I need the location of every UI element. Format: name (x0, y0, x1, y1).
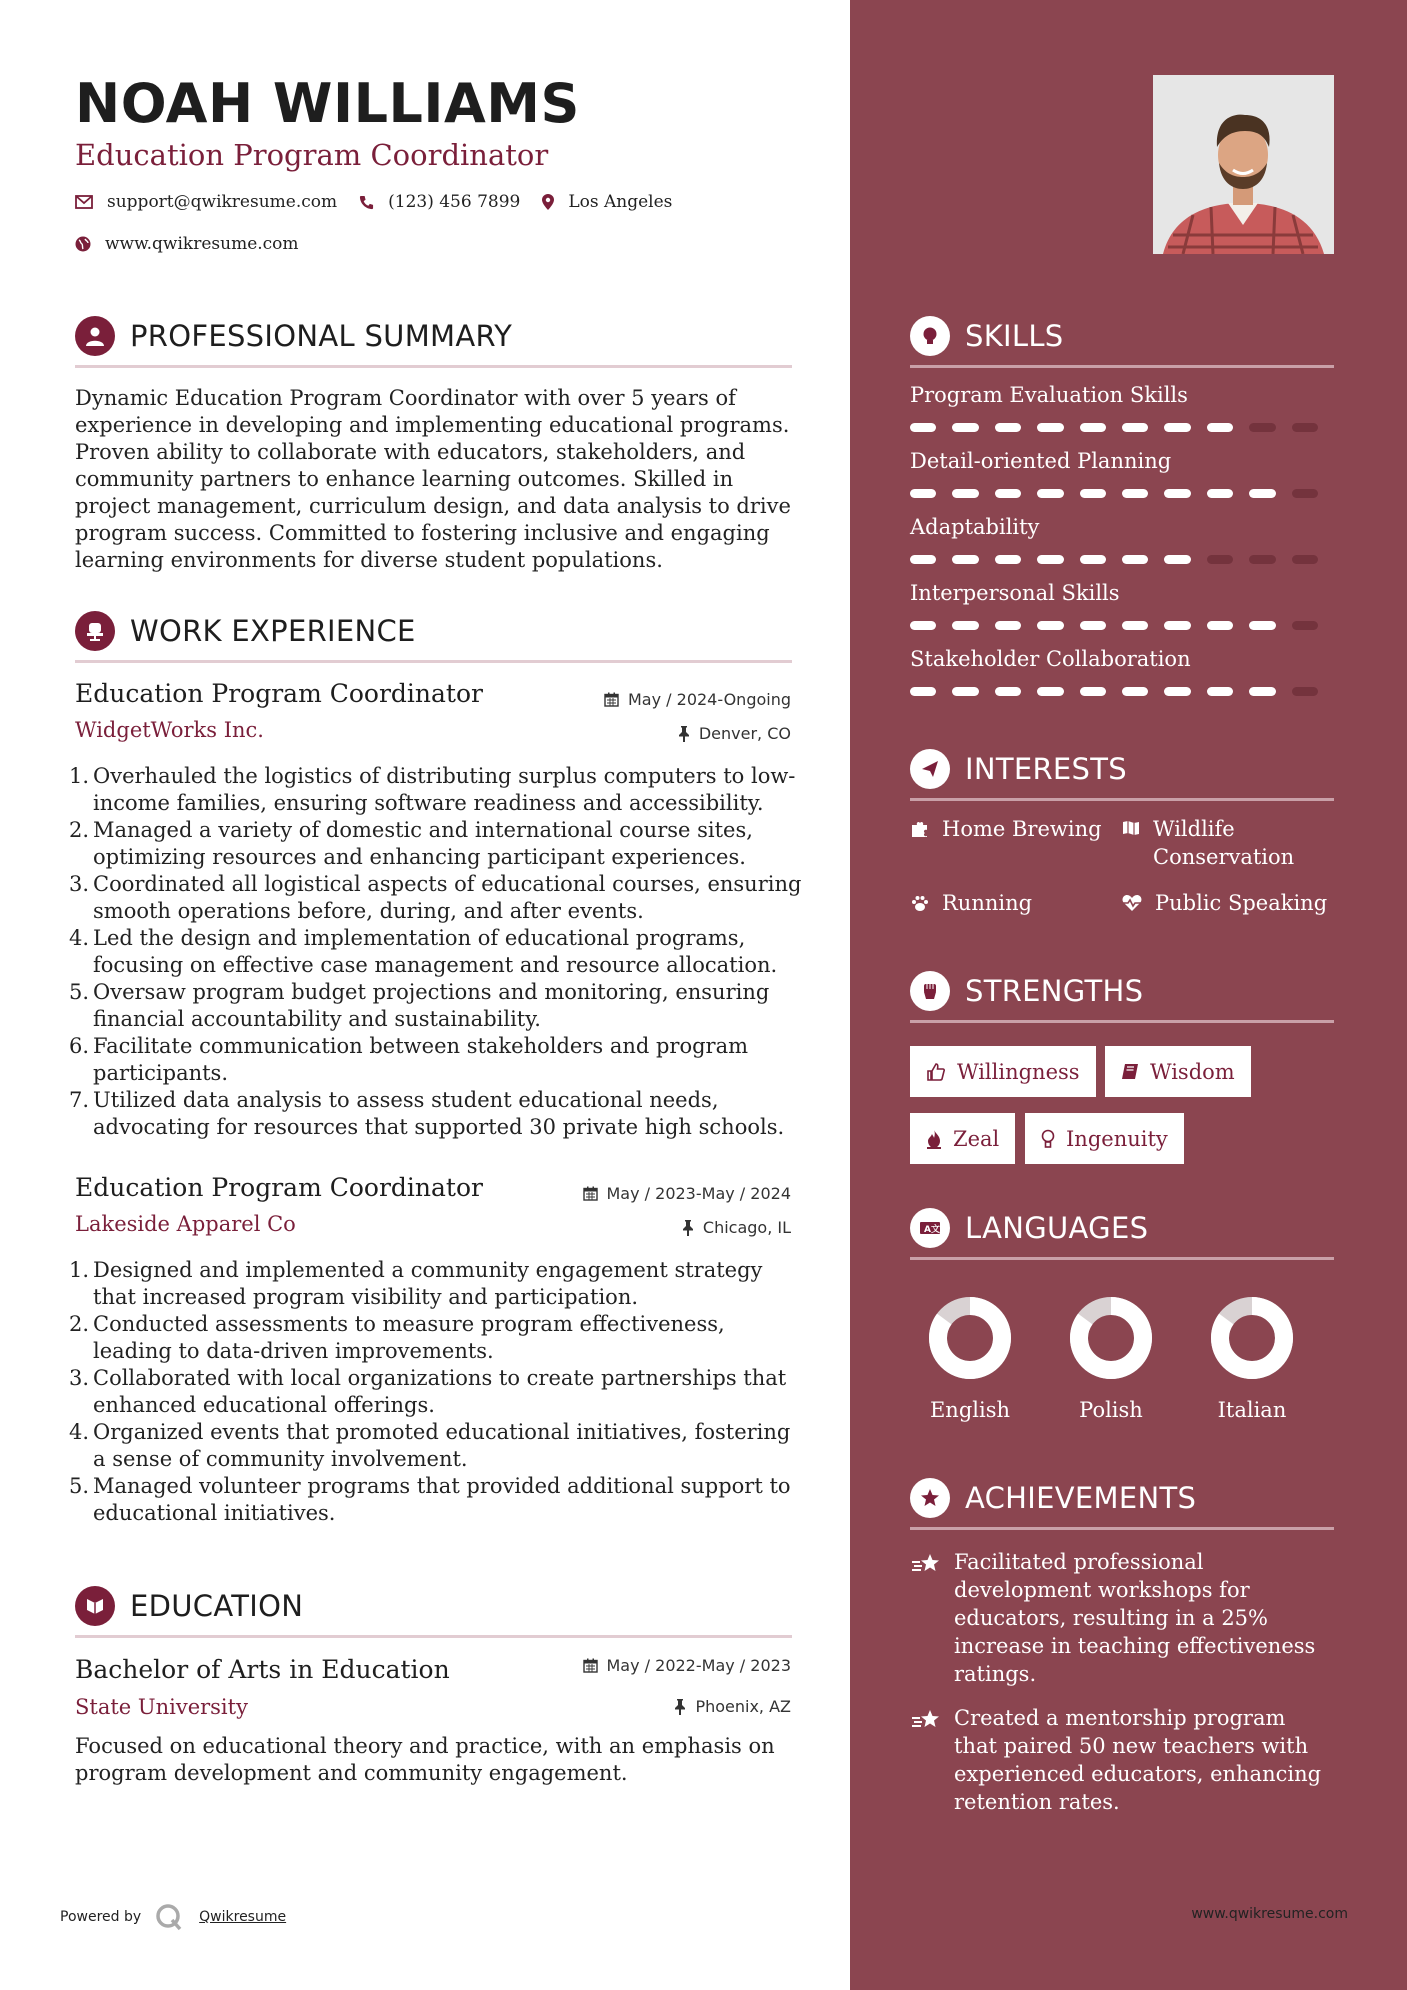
rating-dash-empty (1292, 423, 1318, 432)
education-title: EDUCATION (130, 1589, 304, 1623)
education-text: Focused on educational theory and practice, with an emphasis on program development and community engagement. (75, 1734, 775, 1785)
contact-website[interactable] (75, 234, 299, 254)
puzzle-icon (910, 819, 930, 839)
school-name: State University (75, 1695, 248, 1719)
job-location: Denver, CO (678, 724, 791, 743)
achievement-item: Facilitated professional development workshops for educators, resulting in a 25% increase in teaching effectiveness ratings. (910, 1548, 1334, 1688)
interests-title: INTERESTS (965, 752, 1127, 786)
list-item: Managed a variety of domestic and international course sites, optimizing resources and enhancing participant experiences. (93, 818, 753, 869)
language-icon (910, 1208, 950, 1248)
skill-rating (910, 423, 1334, 432)
rating-dash-filled (1122, 489, 1148, 498)
heartbeat-icon (1121, 893, 1143, 913)
languages-title: LANGUAGES (965, 1211, 1149, 1245)
job-title: Education Program Coordinator (75, 1173, 483, 1202)
job-bullets (93, 1257, 803, 1527)
profile-photo (1153, 75, 1334, 254)
rating-dash-filled (1122, 621, 1148, 630)
skill-item: Stakeholder Collaboration (910, 647, 1334, 696)
globe-icon (75, 236, 91, 252)
paw-icon (910, 893, 930, 913)
powered-by: Powered by Qwikresume (60, 1903, 286, 1931)
svg-text:文: 文 (931, 1225, 941, 1235)
interest-item: Running (910, 889, 1110, 917)
rating-dash-filled (995, 489, 1021, 498)
achievement-item: Created a mentorship program that paired 50 new teachers with experienced educators, enhancing retention rates. (910, 1704, 1334, 1816)
calendar-icon (583, 1186, 598, 1201)
skill-item: Adaptability (910, 515, 1334, 564)
skill-rating (910, 621, 1334, 630)
rating-dash-filled (1207, 489, 1233, 498)
list-item: Overhauled the logistics of distributing surplus computers to low-income families, ensuring software readiness and accessibility. (93, 764, 796, 815)
pushpin-icon (682, 1220, 694, 1236)
skills-heading (910, 316, 1334, 368)
education-heading (75, 1586, 792, 1638)
rating-dash-filled (952, 687, 978, 696)
education-location: Phoenix, AZ (674, 1697, 791, 1716)
skill-item: Program Evaluation Skills (910, 383, 1334, 432)
brand-link[interactable]: Qwikresume (199, 1909, 287, 1925)
fist-icon (910, 971, 950, 1011)
language-item: Polish (1051, 1296, 1171, 1422)
list-item: Organized events that promoted educational initiatives, fostering a sense of community involvement. (93, 1420, 791, 1471)
skill-rating (910, 687, 1334, 696)
rating-dash-filled (1080, 489, 1106, 498)
skill-item: Detail-oriented Planning (910, 449, 1334, 498)
rating-dash-filled (1249, 489, 1275, 498)
contact-email[interactable] (75, 192, 337, 212)
language-item: English (910, 1296, 1030, 1422)
language-ring (1069, 1296, 1153, 1380)
graduation-icon (75, 1586, 115, 1626)
rating-dash-filled (952, 423, 978, 432)
rating-dash-filled (1080, 621, 1106, 630)
languages-heading (910, 1208, 1334, 1260)
strengths-title: STRENGTHS (965, 974, 1144, 1008)
education-date: May / 2022-May / 2023 (583, 1656, 792, 1675)
rating-dash-filled (995, 687, 1021, 696)
contact-row-2 (75, 234, 321, 254)
paper-plane-icon (910, 749, 950, 789)
sidebar (850, 0, 1407, 1990)
job-company: Lakeside Apparel Co (75, 1212, 296, 1236)
lightbulb-icon (910, 316, 950, 356)
rating-dash-filled (1037, 489, 1063, 498)
candidate-name: NOAH WILLIAMS (75, 72, 580, 135)
rating-dash-filled (1037, 687, 1063, 696)
rating-dash-filled (1164, 621, 1190, 630)
job-title: Education Program Coordinator (75, 679, 483, 708)
location-text: Los Angeles (568, 192, 673, 212)
rating-dash-filled (910, 621, 936, 630)
rating-dash-filled (1037, 621, 1063, 630)
list-item: Collaborated with local organizations to create partnerships that enhanced educational offerings. (93, 1366, 787, 1417)
rating-dash-filled (910, 555, 936, 564)
rating-dash-filled (1122, 423, 1148, 432)
list-item: Facilitate communication between stakeholders and program participants. (93, 1034, 749, 1085)
rating-dash-filled (1037, 423, 1063, 432)
phone-icon (359, 195, 374, 210)
rating-dash-filled (1080, 687, 1106, 696)
language-ring (928, 1296, 1012, 1380)
candidate-role: Education Program Coordinator (75, 138, 549, 172)
skills-title: SKILLS (965, 319, 1064, 353)
map-marker-icon (542, 194, 554, 210)
email-text: support@qwikresume.com (107, 192, 338, 212)
rating-dash-filled (952, 489, 978, 498)
rating-dash-filled (910, 489, 936, 498)
rating-dash-filled (1207, 423, 1233, 432)
rating-dash-filled (1122, 555, 1148, 564)
list-item: Led the design and implementation of educational programs, focusing on effective case management and resource allocation. (93, 926, 778, 977)
rating-dash-empty (1249, 423, 1275, 432)
user-icon (75, 316, 115, 356)
rating-dash-empty (1292, 687, 1318, 696)
rating-dash-empty (1249, 555, 1275, 564)
job-date: May / 2023-May / 2024 (583, 1184, 792, 1203)
rating-dash-filled (1164, 489, 1190, 498)
skill-rating (910, 489, 1334, 498)
envelope-icon (75, 195, 93, 209)
contact-row (75, 192, 694, 212)
strength-tag: Zeal (910, 1113, 1015, 1164)
experience-title: WORK EXPERIENCE (130, 614, 416, 648)
interests-heading (910, 749, 1334, 801)
rating-dash-filled (910, 687, 936, 696)
website-text: www.qwikresume.com (105, 234, 299, 254)
briefcase-chair-icon (75, 611, 115, 651)
phone-text: (123) 456 7899 (388, 192, 521, 212)
thumbs-up-icon (926, 1062, 946, 1082)
language-item: Italian (1192, 1296, 1312, 1422)
lightbulb-icon (1041, 1129, 1055, 1149)
map-icon (1121, 819, 1141, 839)
rating-dash-filled (1080, 555, 1106, 564)
job-bullets (93, 763, 803, 1141)
star-icon (910, 1478, 950, 1518)
job-location: Chicago, IL (682, 1218, 791, 1237)
book-icon (1121, 1063, 1139, 1081)
skill-rating (910, 555, 1334, 564)
svg-text:A: A (924, 1225, 931, 1235)
language-ring (1210, 1296, 1294, 1380)
list-item: Oversaw program budget projections and monitoring, ensuring financial accountability and sustainability. (93, 980, 770, 1031)
degree-title: Bachelor of Arts in Education (75, 1655, 450, 1684)
strengths-heading (910, 971, 1334, 1023)
achievements-title: ACHIEVEMENTS (965, 1481, 1197, 1515)
pushpin-icon (678, 726, 690, 742)
rating-dash-empty (1207, 555, 1233, 564)
list-item: Conducted assessments to measure program effectiveness, leading to data-driven improvements. (93, 1312, 725, 1363)
job-date: May / 2024-Ongoing (604, 690, 791, 709)
list-item: Coordinated all logistical aspects of educational courses, ensuring smooth operations before, during, and after events. (93, 872, 802, 923)
rating-dash-filled (952, 555, 978, 564)
fire-icon (926, 1129, 942, 1149)
rating-dash-filled (1122, 687, 1148, 696)
interest-item: Public Speaking (1121, 889, 1331, 917)
rating-dash-filled (995, 621, 1021, 630)
rating-dash-filled (910, 423, 936, 432)
strength-tag: Ingenuity (1025, 1113, 1184, 1164)
job-company: WidgetWorks Inc. (75, 718, 264, 742)
rating-dash-empty (1292, 621, 1318, 630)
rating-dash-filled (1207, 621, 1233, 630)
achievements-heading (910, 1478, 1334, 1530)
strength-tag: Wisdom (1105, 1046, 1251, 1097)
calendar-icon (604, 692, 619, 707)
rating-dash-filled (1164, 423, 1190, 432)
rating-dash-filled (1249, 621, 1275, 630)
qwikresume-logo-icon (155, 1903, 183, 1931)
list-item: Managed volunteer programs that provided additional support to educational initiatives. (93, 1474, 791, 1525)
experience-heading (75, 611, 792, 663)
summary-title: PROFESSIONAL SUMMARY (130, 319, 513, 353)
pushpin-icon (674, 1699, 686, 1715)
rating-dash-filled (1037, 555, 1063, 564)
skill-item: Interpersonal Skills (910, 581, 1334, 630)
list-item: Designed and implemented a community engagement strategy that increased program visibility and participation. (93, 1258, 763, 1309)
footer-website[interactable]: www.qwikresume.com (1191, 1906, 1348, 1922)
shooting-star-icon (910, 1708, 942, 1734)
strength-tag: Willingness (910, 1046, 1096, 1097)
contact-location (542, 192, 672, 212)
rating-dash-filled (1080, 423, 1106, 432)
summary-text: Dynamic Education Program Coordinator with over 5 years of experience in developing and implementing educational programs. Proven ability to collaborate with educators, stakeholders, and community partners to enhance learning outcomes. Skilled in project management, curriculum design, and data analysis to drive program success. Committed to fostering inclusive and engaging learning environments for diverse student populations. (75, 386, 791, 572)
rating-dash-empty (1292, 489, 1318, 498)
shooting-star-icon (910, 1552, 942, 1578)
rating-dash-filled (1207, 687, 1233, 696)
calendar-icon (583, 1658, 598, 1673)
list-item: Utilized data analysis to assess student educational needs, advocating for resources that supported 30 private high schools. (93, 1088, 785, 1139)
rating-dash-filled (1249, 687, 1275, 696)
rating-dash-empty (1292, 555, 1318, 564)
rating-dash-filled (1164, 687, 1190, 696)
contact-phone[interactable] (359, 192, 520, 212)
interest-item: Home Brewing (910, 815, 1110, 843)
rating-dash-filled (995, 423, 1021, 432)
rating-dash-filled (995, 555, 1021, 564)
interest-item: Wildlife Conservation (1121, 815, 1321, 871)
rating-dash-filled (1164, 555, 1190, 564)
rating-dash-filled (952, 621, 978, 630)
summary-heading (75, 316, 792, 368)
